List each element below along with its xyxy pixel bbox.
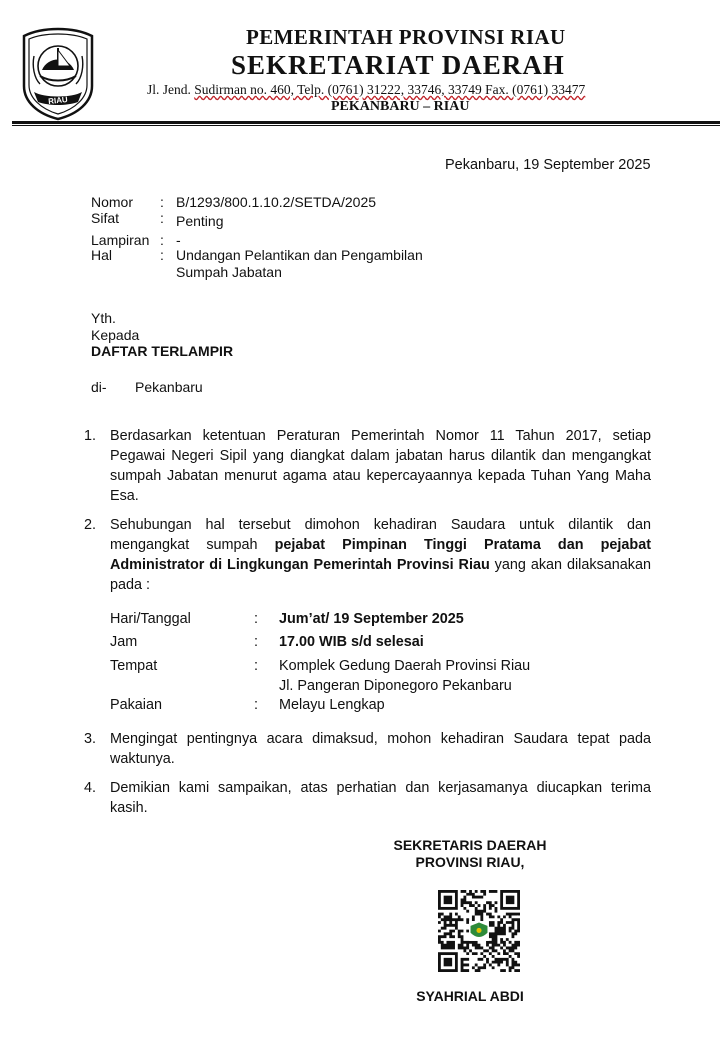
meta-label-hal: Hal xyxy=(91,247,113,263)
detail-colon: : xyxy=(254,634,258,650)
item-text-3: Mengingat pentingnya acara dimaksud, mohon kehadiran Saudara tepat pada waktunya. xyxy=(110,731,651,767)
recipient-kepada: Kepada xyxy=(91,327,140,343)
detail-value-attire: Melayu Lengkap xyxy=(279,697,385,713)
meta-label-nomor: Nomor xyxy=(91,194,134,210)
detail-value-place: Komplek Gedung Daerah Provinsi Riau xyxy=(279,658,531,674)
letterhead-secretariat: SEKRETARIAT DAERAH xyxy=(231,50,565,80)
logo-text: RIAU xyxy=(47,95,69,107)
meta-value-hal: Undangan Pelantikan dan Pengambilan xyxy=(176,247,423,263)
letterhead-divider-thick xyxy=(12,121,720,124)
meta-colon: : xyxy=(160,232,164,248)
detail-label-place: Tempat xyxy=(110,658,158,674)
meta-value-hal-line2: Sumpah Jabatan xyxy=(176,264,282,280)
address-detail: Sudirman no. 460, Telp. (0761) 31222, 33746, 33749 Fax. (0761) 33477 xyxy=(194,82,586,97)
signature-name: SYAHRIAL ABDI xyxy=(416,988,524,1004)
recipient-yth: Yth. xyxy=(91,310,116,326)
item-2-text-bold: pejabat Pimpinan Tinggi Pratama dan pejabat Administrator di Lingkungan Pemerintah Provinsi Riau xyxy=(110,537,652,573)
riau-emblem-logo xyxy=(20,26,96,122)
letterhead-city: PEKANBARU – RIAU xyxy=(331,99,470,114)
detail-colon: : xyxy=(254,611,258,627)
detail-colon: : xyxy=(254,697,258,713)
meta-colon: : xyxy=(160,210,164,226)
detail-value-date: Jum’at/ 19 September 2025 xyxy=(279,611,464,627)
meta-colon: : xyxy=(160,247,164,263)
meta-label-lampiran: Lampiran xyxy=(91,232,150,248)
detail-colon: : xyxy=(254,658,258,674)
recipient-place: Pekanbaru xyxy=(135,379,203,395)
item-2-text-b: yang akan dilaksanakan pada : xyxy=(110,557,651,593)
meta-value-sifat: Penting xyxy=(176,213,224,229)
detail-label-time: Jam xyxy=(110,634,138,650)
recipient-di: di- xyxy=(91,379,107,395)
item-text-1: Berdasarkan ketentuan Peraturan Pemerintah Nomor 11 Tahun 2017, setiap Pegawai Negeri Sipil yang diangkat dalam jabatan harus dilantik dan mengangkat sumpah Jabatan menurut agama atau kepercayaannya kepada Tuhan Yang Maha Esa. xyxy=(110,428,651,504)
letterhead-address xyxy=(147,82,585,98)
item-2-text-a: Sehubungan hal tersebut dimohon kehadiran Saudara untuk dilantik dan mengangkat sumpah xyxy=(110,517,651,553)
qr-center-emblem-dot xyxy=(476,928,481,933)
signature-title-1: SEKRETARIS DAERAH xyxy=(393,837,547,853)
item-text-2 xyxy=(110,515,651,595)
letterhead-divider-thin xyxy=(12,125,720,126)
detail-label-date: Hari/Tanggal xyxy=(110,611,191,627)
meta-label-sifat: Sifat xyxy=(91,210,120,226)
qr-finder-pattern xyxy=(506,896,514,904)
letterhead-government: PEMERINTAH PROVINSI RIAU xyxy=(246,25,566,49)
signature-title-2: PROVINSI RIAU, xyxy=(415,854,525,870)
recipient-name: DAFTAR TERLAMPIR xyxy=(91,343,234,359)
item-number: 2. xyxy=(84,517,97,533)
item-text-4: Demikian kami sampaikan, atas perhatian dan kerjasamanya diucapkan terima kasih. xyxy=(110,780,651,816)
meta-colon: : xyxy=(160,194,164,210)
item-number: 3. xyxy=(84,731,97,747)
qr-finder-pattern xyxy=(444,958,452,966)
letter-date: Pekanbaru, 19 September 2025 xyxy=(445,157,651,173)
address-prefix: Jl. Jend. xyxy=(147,82,195,97)
qr-code[interactable] xyxy=(438,890,520,972)
detail-label-attire: Pakaian xyxy=(110,697,163,713)
qr-finder-pattern xyxy=(444,896,452,904)
item-number: 4. xyxy=(84,780,97,796)
meta-value-nomor: B/1293/800.1.10.2/SETDA/2025 xyxy=(176,194,377,210)
detail-value-place-line2: Jl. Pangeran Diponegoro Pekanbaru xyxy=(279,678,512,694)
meta-value-lampiran: - xyxy=(176,232,181,248)
item-number: 1. xyxy=(84,428,97,444)
detail-value-time: 17.00 WIB s/d selesai xyxy=(279,634,424,650)
